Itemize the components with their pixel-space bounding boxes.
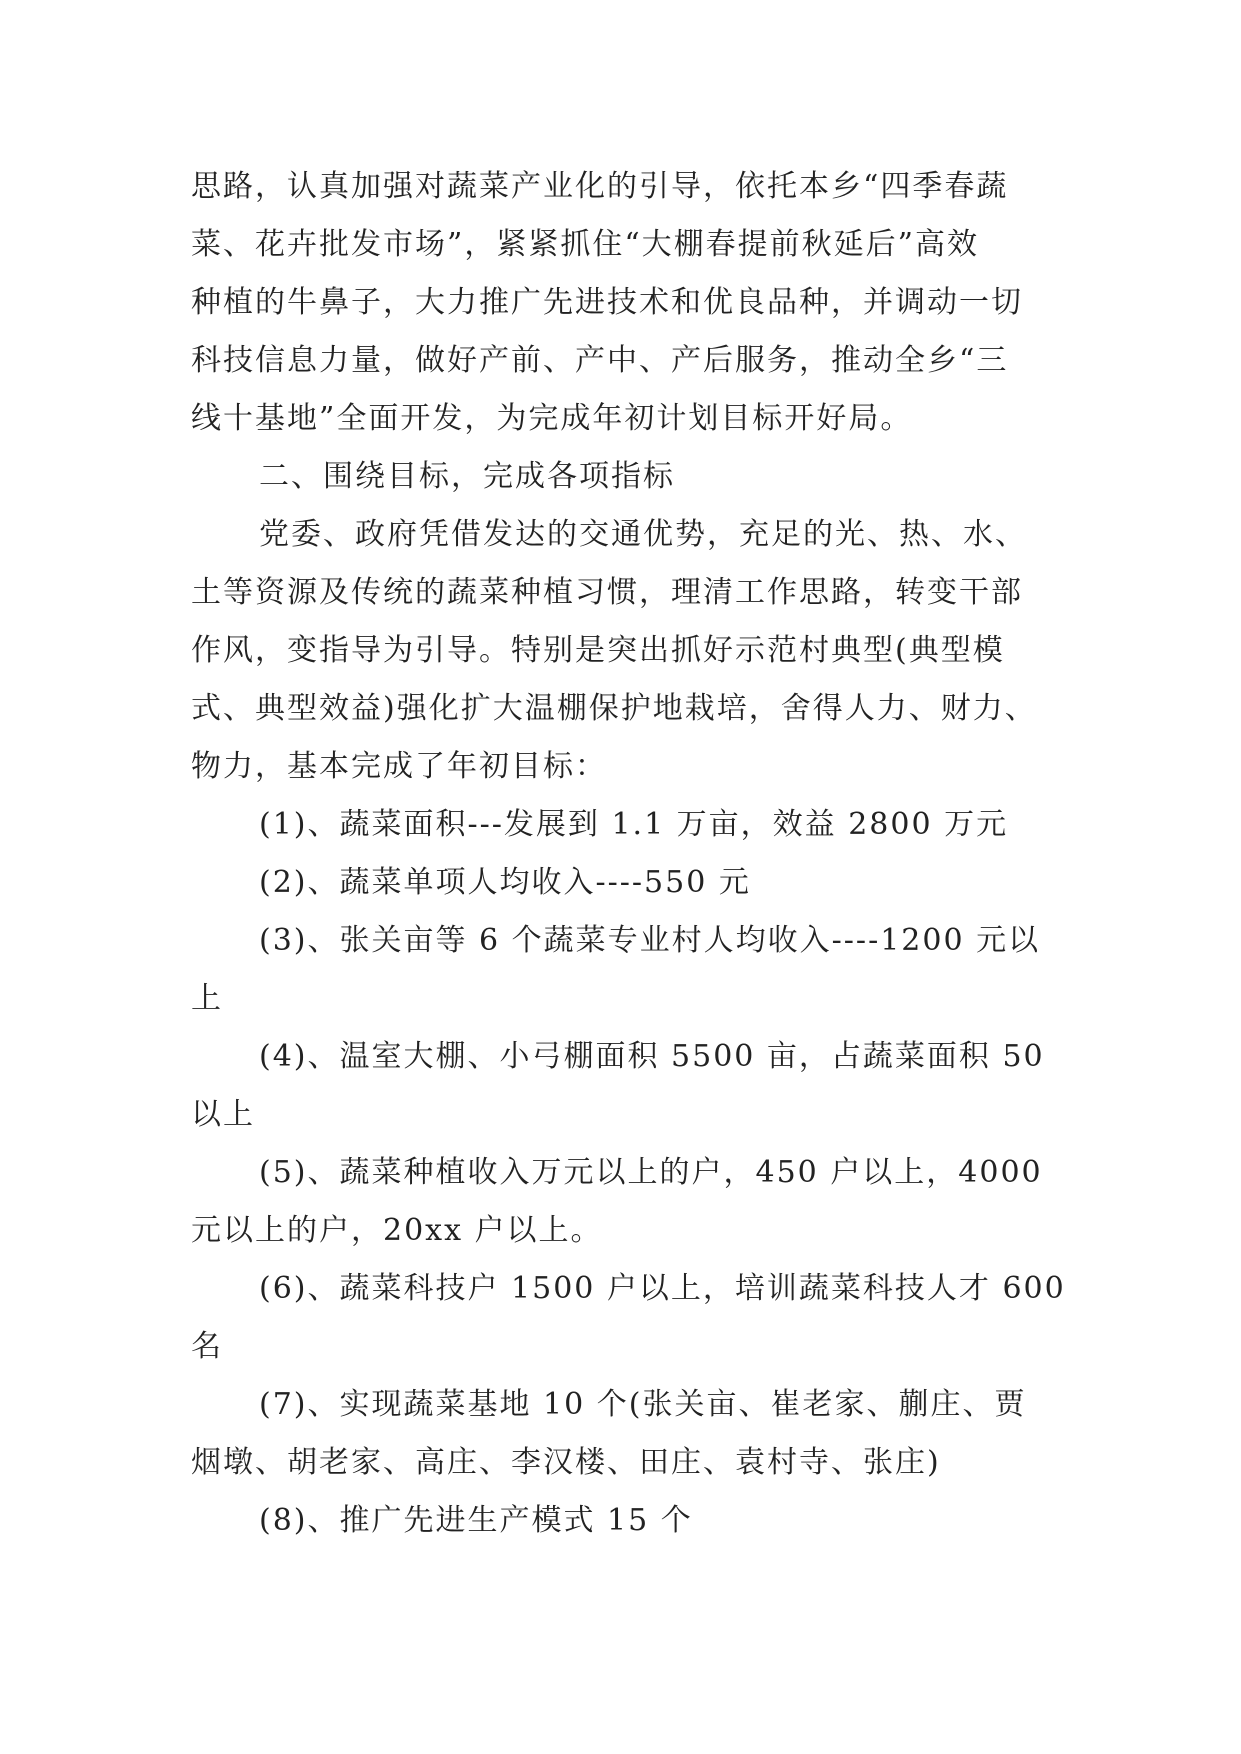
section-paragraph xyxy=(191,506,1061,796)
list-item xyxy=(191,1492,1061,1550)
list-item-line: 元以上的户，20xx 户以上。 xyxy=(191,1213,603,1248)
paragraph-line: 菜、花卉批发市场”，紧紧抓住“大棚春提前秋延后”高效 xyxy=(191,227,980,262)
list-item-line: 上 xyxy=(191,981,223,1016)
paragraph-line: 线十基地”全面开发，为完成年初计划目标开好局。 xyxy=(191,401,913,436)
list-item xyxy=(191,912,1061,1028)
list-item-line: (4)、温室大棚、小弓棚面积 5500 亩，占蔬菜面积 50 xyxy=(259,1039,1045,1074)
paragraph-line: 土等资源及传统的蔬菜种植习惯，理清工作思路，转变干部 xyxy=(191,575,1023,610)
list-item-line: 以上 xyxy=(191,1097,255,1132)
list-item-line: 烟墩、胡老家、高庄、李汉楼、田庄、袁村寺、张庄) xyxy=(191,1445,941,1480)
list-item xyxy=(191,796,1061,854)
paragraph-line: 科技信息力量，做好产前、产中、产后服务，推动全乡“三 xyxy=(191,343,1009,378)
list-item xyxy=(191,1260,1066,1376)
list-item-line: (7)、实现蔬菜基地 10 个(张关亩、崔老家、蒯庄、贾 xyxy=(259,1387,1027,1422)
list-item-line: (6)、蔬菜科技户 1500 户以上，培训蔬菜科技人才 600 xyxy=(259,1271,1066,1306)
list-item xyxy=(191,1144,1061,1260)
paragraph-line: 思路，认真加强对蔬菜产业化的引导，依托本乡“四季春蔬 xyxy=(191,169,1009,204)
paragraph-line: 党委、政府凭借发达的交通优势，充足的光、热、水、 xyxy=(259,517,1027,552)
list-item-line: (2)、蔬菜单项人均收入----550 元 xyxy=(259,865,751,900)
list-item-line: 名 xyxy=(191,1329,223,1364)
list-item-line: (5)、蔬菜种植收入万元以上的户，450 户以上，4000 xyxy=(259,1155,1043,1190)
intro-paragraph xyxy=(191,158,1061,448)
paragraph-line: 作风，变指导为引导。特别是突出抓好示范村典型(典型模 xyxy=(191,633,1005,668)
document-body xyxy=(191,158,1066,1550)
section-heading: 二、围绕目标，完成各项指标 xyxy=(259,459,675,494)
paragraph-line: 种植的牛鼻子，大力推广先进技术和优良品种，并调动一切 xyxy=(191,285,1023,320)
list-item xyxy=(191,1376,1061,1492)
list-item-line: (1)、蔬菜面积---发展到 1.1 万亩，效益 2800 万元 xyxy=(259,807,1009,842)
list-item-line: (8)、推广先进生产模式 15 个 xyxy=(259,1503,693,1538)
list-item-line: (3)、张关亩等 6 个蔬菜专业村人均收入----1200 元以 xyxy=(259,923,1041,958)
list-item xyxy=(191,854,1061,912)
list-item xyxy=(191,1028,1061,1144)
paragraph-line: 物力，基本完成了年初目标： xyxy=(191,749,607,784)
paragraph-line: 式、典型效益)强化扩大温棚保护地栽培，舍得人力、财力、 xyxy=(191,691,1037,726)
target-list xyxy=(191,796,1066,1550)
